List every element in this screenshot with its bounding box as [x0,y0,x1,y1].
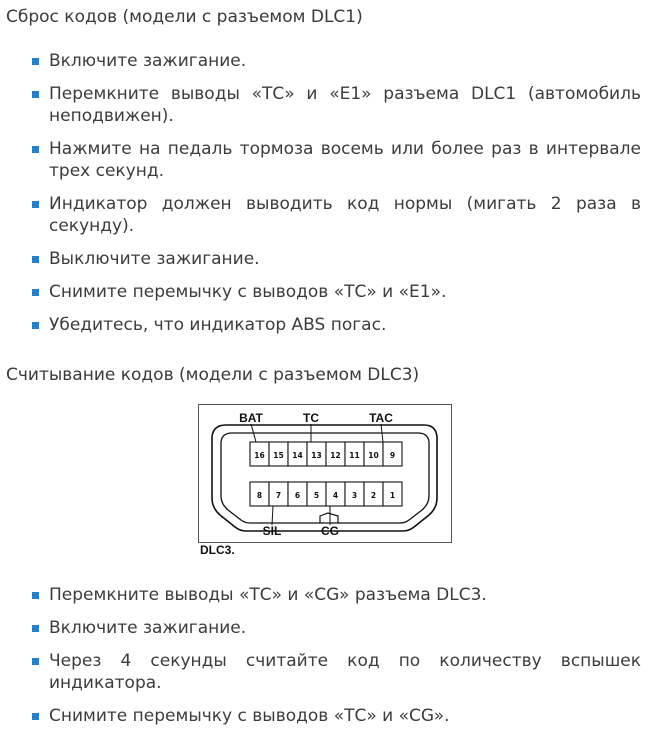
list-item: Нажмите на педаль тормоза восемь или более раз в интервале трех секунд. [0,138,650,182]
bottom-pin-number: 6 [294,491,301,500]
bullet-icon [32,592,39,599]
list-item: Индикатор должен выводить код нормы (мигать 2 раза в секунду). [0,193,650,237]
bottom-pin-number: 7 [275,491,282,500]
top-pin-number: 9 [389,451,396,460]
top-pin-number: 12 [330,451,341,460]
list-item: Включите зажигание. [0,50,650,72]
label-tc: TC [303,411,319,425]
bottom-pin-row [250,482,402,506]
bullet-icon [32,201,39,208]
reset-codes-heading: Сброс кодов (модели с разъемом DLC1) [6,7,363,27]
read-codes-heading: Считывание кодов (модели с разъемом DLC3) [6,365,420,385]
list-item: Убедитесь, что индикатор ABS погас. [0,314,650,336]
top-pin-number: 10 [368,451,379,460]
bullet-icon [32,58,39,65]
read-steps-list [0,584,650,738]
top-pin-number: 13 [311,451,322,460]
bullet-icon [32,289,39,296]
bullet-icon [32,322,39,329]
reset-steps-list [0,50,650,347]
bullet-icon [32,713,39,720]
top-pin-number: 16 [254,451,265,460]
top-pin-row [250,442,402,466]
label-sil: SIL [262,524,282,538]
bottom-pin-number: 4 [332,491,339,500]
bullet-icon [32,91,39,98]
dlc3-connector-diagram [198,404,452,560]
list-item: Перемкните выводы «ТС» и «Е1» разъема DLC1 (автомобиль неподвижен). [0,83,650,127]
bottom-pin-number: 8 [256,491,263,500]
bottom-pin-number: 3 [351,491,358,500]
label-bat: BAT [239,411,263,425]
top-pin-number: 15 [273,451,284,460]
top-pin-number: 11 [349,451,360,460]
list-item: Включите зажигание. [0,617,650,639]
list-item: Выключите зажигание. [0,248,650,270]
dlc3-connector-svg [198,404,452,560]
bottom-pin-number: 1 [389,491,396,500]
bullet-icon [32,625,39,632]
list-item: Перемкните выводы «ТС» и «CG» разъема DLC3. [0,584,650,606]
diagram-caption: DLC3. [200,543,235,557]
bottom-pin-number: 2 [370,491,377,500]
list-item: Снимите перемычку с выводов «ТС» и «CG». [0,705,650,727]
top-pin-number: 14 [292,451,303,460]
bullet-icon [32,146,39,153]
bullet-icon [32,658,39,665]
bullet-icon [32,256,39,263]
label-tac: TAC [369,411,393,425]
list-item: Через 4 секунды считайте код по количеству вспышек индикатора. [0,650,650,694]
label-cg: CG [321,524,339,538]
list-item: Снимите перемычку с выводов «ТС» и «Е1». [0,281,650,303]
connector-outline [212,425,437,531]
bottom-pin-number: 5 [313,491,320,500]
